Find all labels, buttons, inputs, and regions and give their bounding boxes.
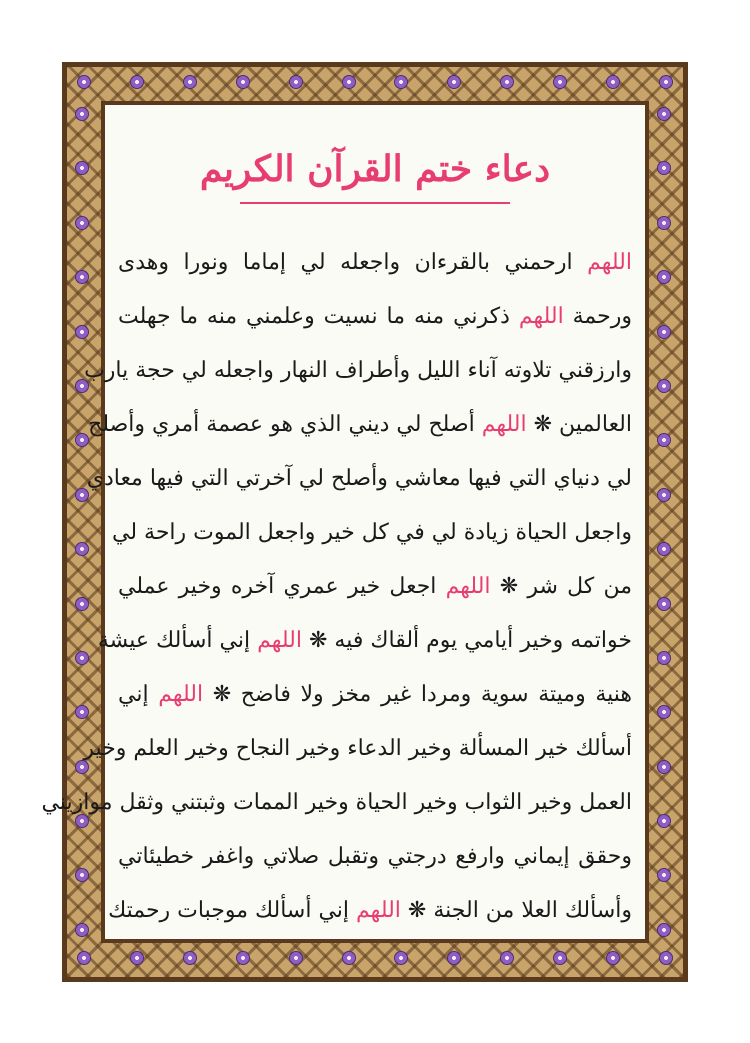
text-line: وأسألك العلا من الجنة ❋ اللهم إني أسألك موجبات رحمتك	[108, 898, 632, 923]
rosette-icon	[130, 75, 144, 89]
rosette-icon	[289, 75, 303, 89]
text-line: واجعل الحياة زيادة لي في كل خير واجعل الموت راحة لي	[112, 520, 632, 545]
rosette-icon	[77, 75, 91, 89]
text-line: وحقق إيماني وارفع درجتي وتقبل صلاتي واغفر خطيئاتي	[118, 844, 632, 869]
rosette-icon	[75, 868, 89, 882]
rosette-icon	[657, 379, 671, 393]
separator-icon: ❋	[308, 628, 328, 653]
separator-icon: ❋	[212, 682, 232, 707]
rosette-icon	[659, 75, 673, 89]
rosette-icon	[75, 651, 89, 665]
rosette-icon	[394, 951, 408, 965]
border-rosettes-bottom	[77, 951, 673, 969]
rosette-icon	[657, 651, 671, 665]
rosette-icon	[447, 951, 461, 965]
rosette-icon	[606, 75, 620, 89]
invocation-word: اللهم	[481, 412, 527, 437]
invocation-word: اللهم	[518, 304, 564, 329]
rosette-icon	[236, 75, 250, 89]
invocation-word: اللهم	[587, 250, 632, 275]
rosette-icon	[657, 597, 671, 611]
text-line: أسألك خير المسألة وخير الدعاء وخير النجاح وخير العلم وخير	[83, 736, 632, 761]
text-line: العمل وخير الثواب وخير الحياة وخير الممات وثبتني وثقل موازيني	[41, 790, 632, 815]
rosette-icon	[77, 951, 91, 965]
page-title: دعاء ختم القرآن الكريم	[199, 148, 551, 190]
rosette-icon	[75, 433, 89, 447]
text-line: العالمين ❋ اللهم أصلح لي ديني الذي هو عصمة أمري وأصلح	[88, 412, 632, 437]
rosette-icon	[657, 760, 671, 774]
rosette-icon	[657, 107, 671, 121]
invocation-word: اللهم	[257, 628, 302, 653]
rosette-icon	[342, 951, 356, 965]
text-line: ورحمة اللهم ذكرني منه ما نسيت وعلمني منه ما جهلت	[118, 304, 632, 329]
rosette-icon	[657, 270, 671, 284]
border-rosettes-top	[77, 75, 673, 93]
rosette-icon	[657, 161, 671, 175]
rosette-icon	[75, 216, 89, 230]
title-underline	[240, 202, 510, 204]
rosette-icon	[657, 923, 671, 937]
rosette-icon	[657, 868, 671, 882]
invocation-word: اللهم	[356, 898, 401, 923]
separator-icon: ❋	[499, 574, 519, 599]
rosette-icon	[657, 488, 671, 502]
text-line: هنية وميتة سوية ومردا غير مخز ولا فاضح ❋ اللهم إني	[118, 682, 632, 707]
rosette-icon	[553, 951, 567, 965]
rosette-icon	[657, 705, 671, 719]
rosette-icon	[657, 433, 671, 447]
text-line: خواتمه وخير أيامي يوم ألقاك فيه ❋ اللهم إني أسألك عيشة	[97, 628, 632, 653]
invocation-word: اللهم	[445, 574, 491, 599]
rosette-icon	[75, 270, 89, 284]
rosette-icon	[606, 951, 620, 965]
separator-icon: ❋	[407, 898, 427, 923]
rosette-icon	[130, 951, 144, 965]
rosette-icon	[500, 75, 514, 89]
rosette-icon	[236, 951, 250, 965]
rosette-icon	[657, 216, 671, 230]
rosette-icon	[657, 814, 671, 828]
rosette-icon	[394, 75, 408, 89]
rosette-icon	[75, 923, 89, 937]
rosette-icon	[75, 597, 89, 611]
invocation-word: اللهم	[158, 682, 204, 707]
rosette-icon	[183, 75, 197, 89]
rosette-icon	[659, 951, 673, 965]
rosette-icon	[183, 951, 197, 965]
rosette-icon	[657, 542, 671, 556]
text-line: وارزقني تلاوته آناء الليل وأطراف النهار واجعله لي حجة يارب	[84, 358, 632, 383]
rosette-icon	[342, 75, 356, 89]
rosette-icon	[75, 107, 89, 121]
separator-icon: ❋	[533, 412, 553, 437]
text-line: اللهم ارحمني بالقرءان واجعله لي إماما ونورا وهدى	[118, 250, 632, 275]
text-line: من كل شر ❋ اللهم اجعل خير عمري آخره وخير عملي	[118, 574, 632, 599]
border-rosettes-right	[657, 107, 675, 937]
rosette-icon	[289, 951, 303, 965]
rosette-icon	[447, 75, 461, 89]
rosette-icon	[75, 325, 89, 339]
text-line: لي دنياي التي فيها معاشي وأصلح لي آخرتي التي فيها معادي	[86, 466, 632, 491]
rosette-icon	[657, 325, 671, 339]
rosette-icon	[75, 161, 89, 175]
rosette-icon	[75, 542, 89, 556]
rosette-icon	[75, 705, 89, 719]
prayer-text	[41, 236, 632, 938]
rosette-icon	[553, 75, 567, 89]
rosette-icon	[500, 951, 514, 965]
